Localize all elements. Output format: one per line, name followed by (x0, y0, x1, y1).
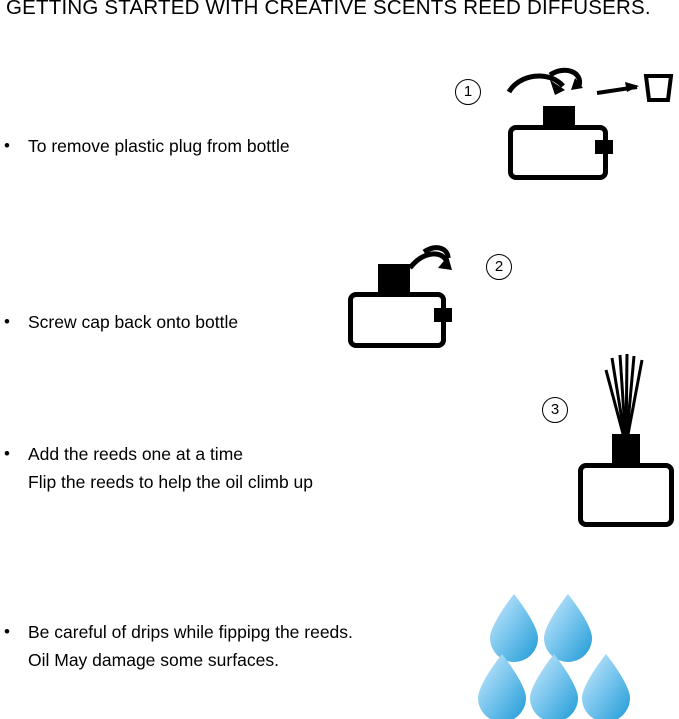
step-number-3: 3 (542, 397, 568, 423)
bullet-marker: • (4, 622, 10, 641)
bottle-with-cap-icon (336, 246, 466, 361)
step-4-text: • Be careful of drips while fippipg the reeds. Oil May damage some surfaces. (4, 618, 474, 674)
bullet-marker: • (4, 312, 10, 331)
diffuser-with-reeds-icon (570, 350, 679, 535)
diffuser-neck-shape (612, 434, 640, 466)
droplet (490, 594, 538, 662)
plug-removal-arrows (495, 60, 679, 195)
bullet-marker: • (4, 136, 10, 155)
step-2-text: • Screw cap back onto bottle (4, 308, 384, 336)
step-number-1: 1 (455, 79, 481, 105)
step-3-text: • Add the reeds one at a time Flip the reeds to help the oil climb up (4, 440, 444, 496)
oil-droplets-icon (472, 592, 637, 717)
diffuser-body-shape (578, 463, 674, 527)
step-number-2: 2 (486, 254, 512, 280)
droplet (530, 654, 578, 719)
screw-cap-arrow (336, 246, 466, 361)
bullet-marker: • (4, 444, 10, 463)
step-1-text: • To remove plastic plug from bottle (4, 132, 424, 160)
droplet (544, 594, 592, 662)
droplet (478, 654, 526, 719)
page-title: GETTING STARTED WITH CREATIVE SCENTS REED DIFFUSERS. (6, 0, 651, 19)
bottle-with-plug-removal-icon (495, 60, 679, 195)
droplet (582, 654, 630, 719)
